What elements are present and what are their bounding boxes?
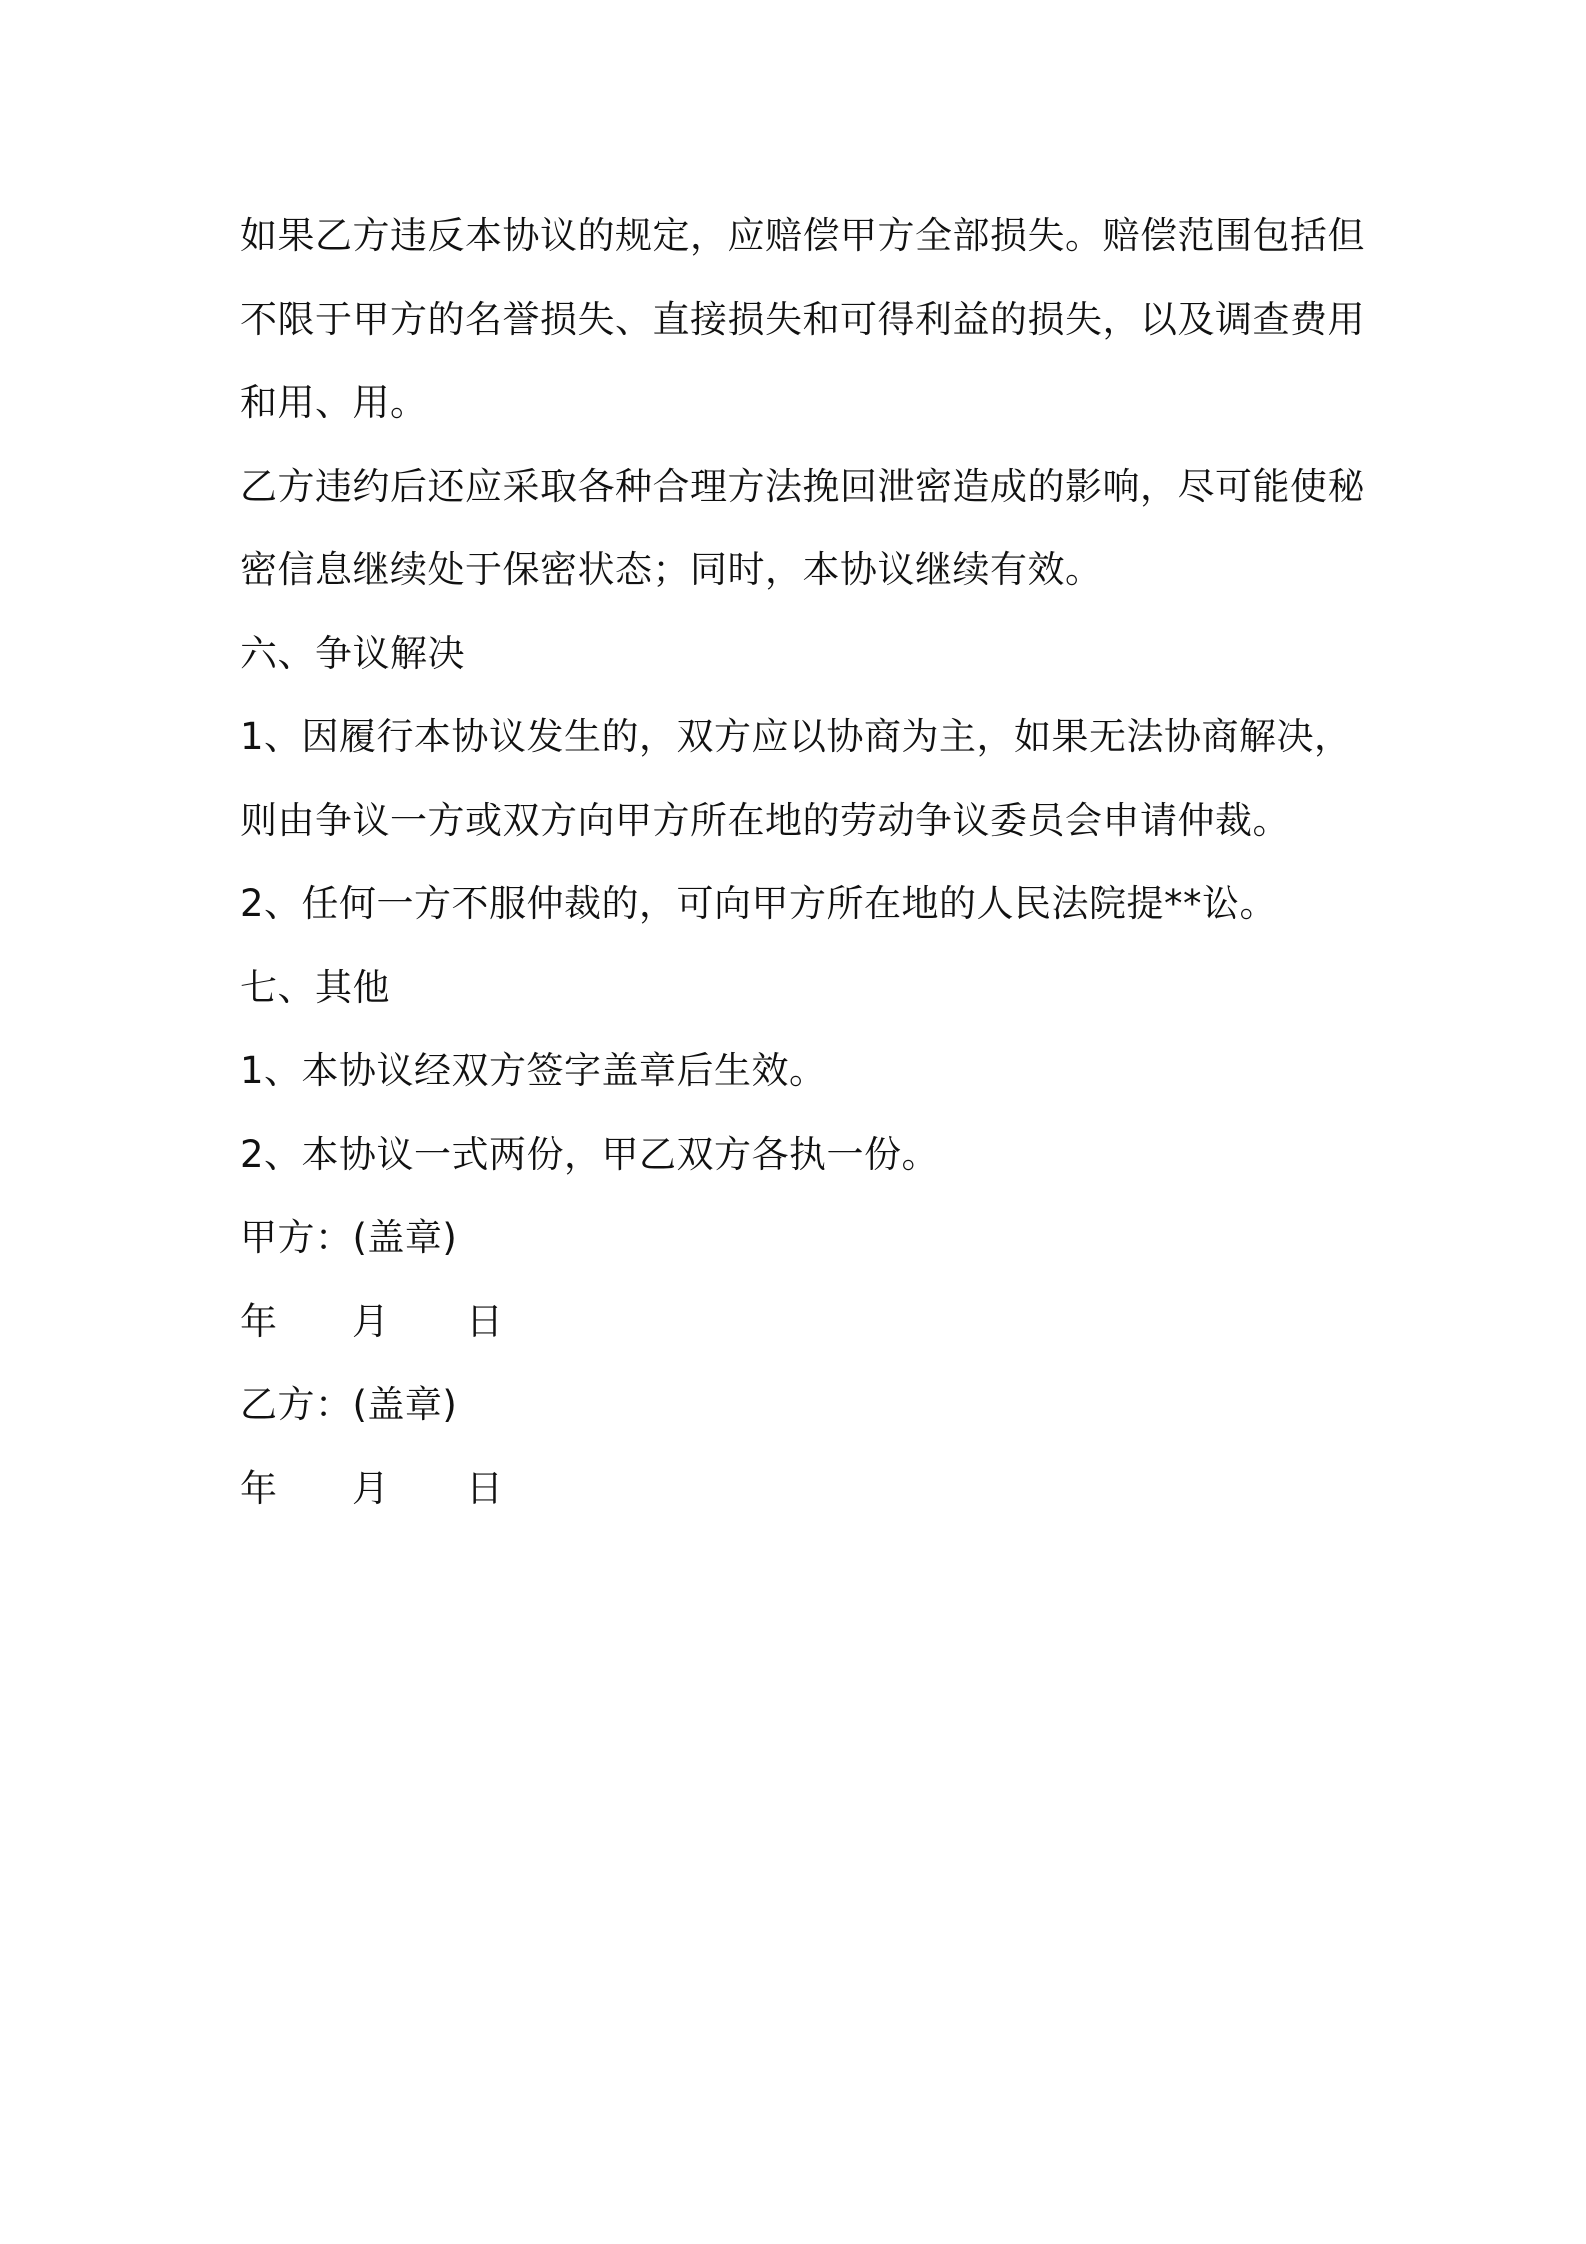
section-heading: 七、其他 bbox=[240, 965, 390, 1009]
clause-line: 则由争议一方或双方向甲方所在地的劳动争议委员会申请仲裁。 bbox=[240, 798, 1290, 842]
clause-line: 2、本协议一式两份，甲乙双方各执一份。 bbox=[240, 1132, 940, 1176]
paragraph-line: 如果乙方违反本协议的规定，应赔偿甲方全部损失。赔偿范围包括但 bbox=[240, 214, 1365, 257]
clause-line: 1、本协议经双方签字盖章后生效。 bbox=[240, 1049, 827, 1092]
paragraph-line: 密信息继续处于保密状态；同时，本协议继续有效。 bbox=[240, 548, 1103, 591]
clause-line: 1、因履行本协议发生的，双方应以协商为主，如果无法协商解决， bbox=[240, 715, 1352, 758]
paragraph-line: 乙方违约后还应采取各种合理方法挽回泄密造成的影响，尽可能使秘 bbox=[240, 464, 1365, 508]
party-a-signature-label: 甲方：(盖章) bbox=[240, 1216, 458, 1259]
party-b-year: 年 bbox=[240, 1466, 278, 1510]
party-a-day: 日 bbox=[466, 1299, 504, 1343]
party-b-day: 日 bbox=[466, 1466, 504, 1510]
section-heading: 六、争议解决 bbox=[240, 631, 465, 675]
paragraph-line: 不限于甲方的名誉损失、直接损失和可得利益的损失，以及调查费用 bbox=[240, 297, 1365, 341]
party-b-date bbox=[240, 1447, 1360, 1531]
party-a-year: 年 bbox=[240, 1299, 278, 1343]
party-a-month: 月 bbox=[352, 1299, 390, 1343]
clause-line: 2、任何一方不服仲裁的，可向甲方所在地的人民法院提**讼。 bbox=[240, 882, 1278, 925]
paragraph-line: 和用、用。 bbox=[240, 381, 428, 424]
document-body bbox=[240, 194, 1365, 1530]
party-a-date bbox=[240, 1280, 1360, 1364]
party-b-month: 月 bbox=[352, 1466, 390, 1510]
party-b-signature-label: 乙方：(盖章) bbox=[240, 1383, 458, 1426]
